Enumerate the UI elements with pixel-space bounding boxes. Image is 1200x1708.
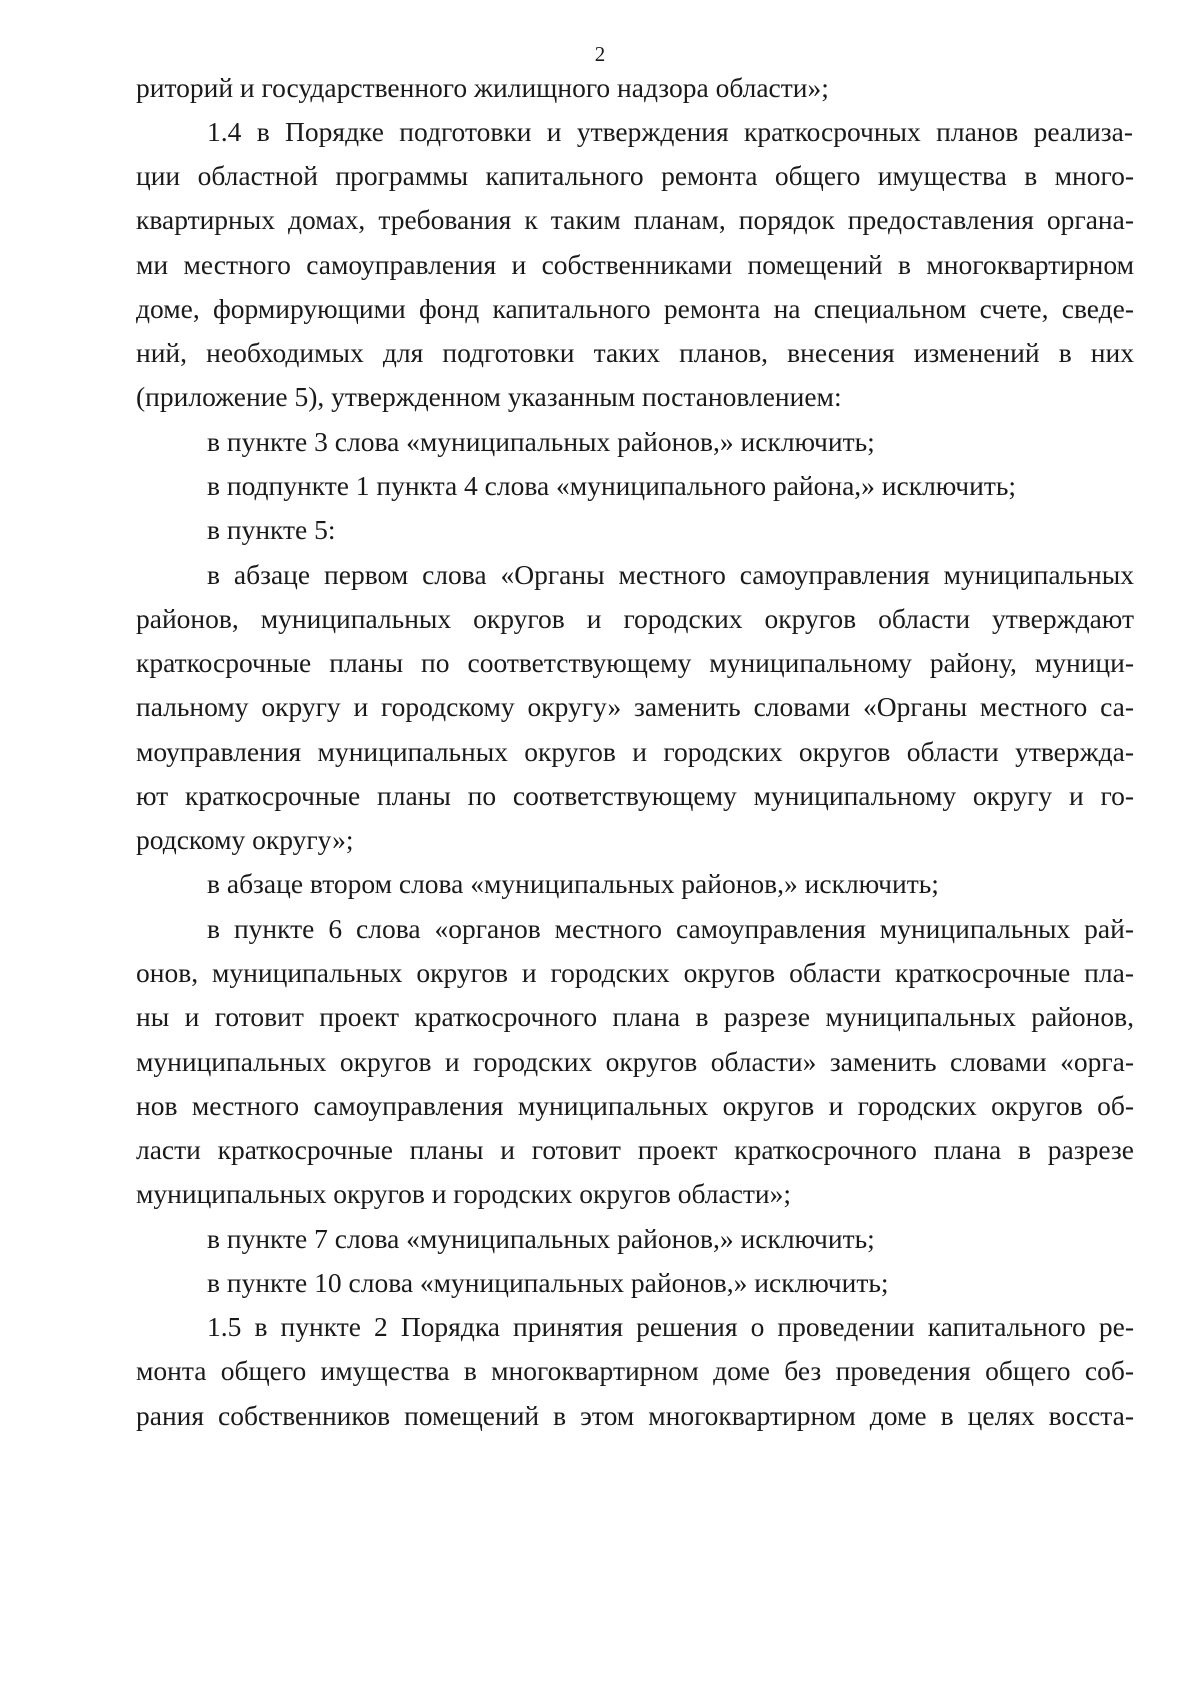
text-line: 1.5 в пункте 2 Порядка принятия решения о проведении капитального ре- <box>207 1311 1134 1342</box>
text-line: в пункте 6 слова «органов местного самоуправления муниципальных рай- <box>207 913 1134 944</box>
text-line: ми местного самоуправления и собственниками помещений в многоквартирном <box>136 249 1134 280</box>
text-line: в пункте 7 слова «муниципальных районов,» исключить; <box>207 1223 875 1254</box>
text-line: риторий и государственного жилищного надзора области»; <box>136 72 829 103</box>
text-line: в пункте 3 слова «муниципальных районов,» исключить; <box>207 426 875 457</box>
text-line: муниципальных округов и городских округов области»; <box>136 1178 792 1209</box>
text-line: в абзаце первом слова «Органы местного самоуправления муниципальных <box>207 559 1134 590</box>
text-line: родскому округу»; <box>136 824 354 855</box>
text-line: ны и готовит проект краткосрочного плана в разрезе муниципальных районов, <box>136 1001 1134 1032</box>
text-line: пальному округу и городскому округу» заменить словами «Органы местного са- <box>136 691 1134 722</box>
text-line: 1.4 в Порядке подготовки и утверждения краткосрочных планов реализа- <box>207 116 1133 147</box>
text-line: моуправления муниципальных округов и городских округов области утвержда- <box>136 736 1134 767</box>
text-line: квартирных домах, требования к таким планам, порядок предоставления органа- <box>136 204 1134 235</box>
text-line: ют краткосрочные планы по соответствующему муниципальному округу и го- <box>136 780 1134 811</box>
text-line: ции областной программы капитального ремонта общего имущества в много- <box>136 160 1134 191</box>
text-line: рания собственников помещений в этом многоквартирном доме в целях восста- <box>136 1400 1134 1431</box>
text-line: (приложение 5), утвержденном указанным постановлением: <box>136 381 842 412</box>
text-line: монта общего имущества в многоквартирном доме без проведения общего соб- <box>136 1355 1134 1386</box>
text-line: нов местного самоуправления муниципальных округов и городских округов об- <box>136 1090 1134 1121</box>
text-line: в подпункте 1 пункта 4 слова «муниципального района,» исключить; <box>207 470 1017 501</box>
text-line: муниципальных округов и городских округов области» заменить словами «орга- <box>136 1046 1134 1077</box>
page-number: 2 <box>594 42 606 66</box>
text-line: районов, муниципальных округов и городских округов области утверждают <box>136 603 1134 634</box>
text-line: ласти краткосрочные планы и готовит проект краткосрочного плана в разрезе <box>136 1134 1134 1165</box>
text-line: в пункте 10 слова «муниципальных районов,» исключить; <box>207 1267 889 1298</box>
text-line: краткосрочные планы по соответствующему муниципальному району, муници- <box>136 647 1134 678</box>
text-line: в пункте 5: <box>207 514 336 545</box>
text-line: доме, формирующими фонд капитального ремонта на специальном счете, сведе- <box>136 293 1134 324</box>
text-line: в абзаце втором слова «муниципальных районов,» исключить; <box>207 868 939 899</box>
text-line: онов, муниципальных округов и городских округов области краткосрочные пла- <box>136 957 1134 988</box>
text-line: ний, необходимых для подготовки таких планов, внесения изменений в них <box>136 337 1134 368</box>
